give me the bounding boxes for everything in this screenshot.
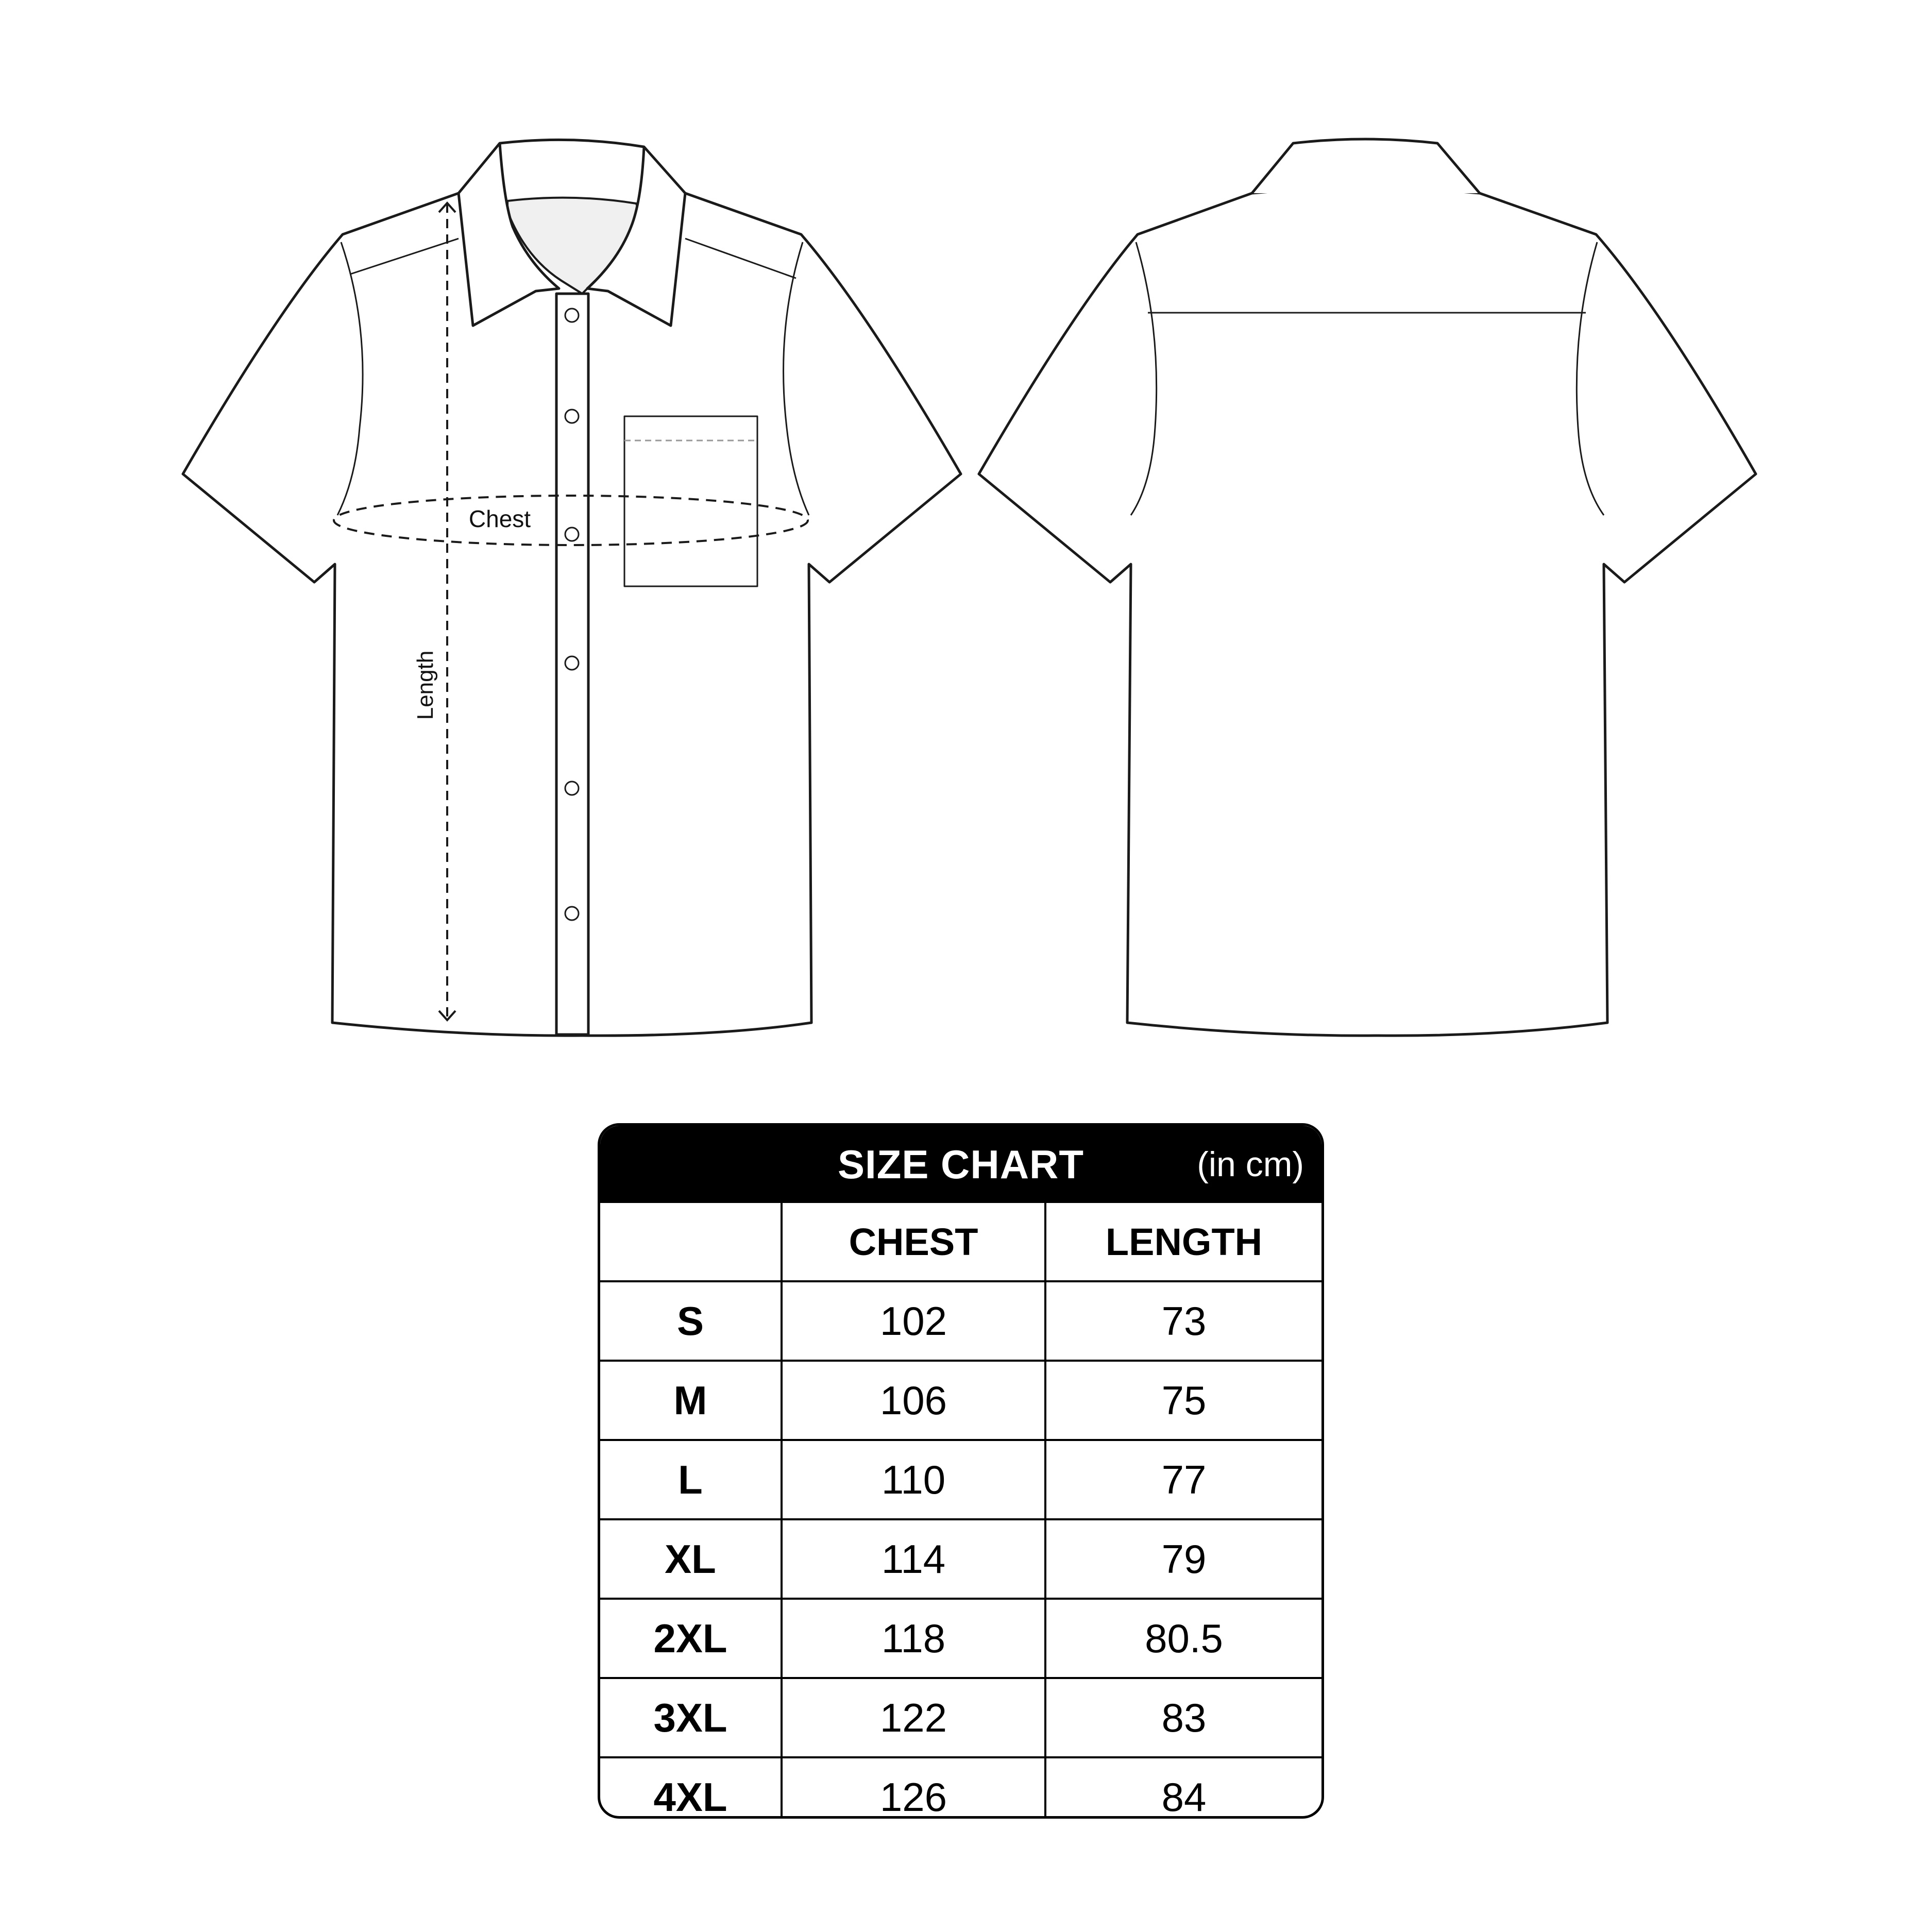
table-row xyxy=(600,1678,1321,1757)
size-cell: XL xyxy=(600,1519,782,1599)
chest-cell: 110 xyxy=(782,1440,1045,1519)
size-chart-header xyxy=(600,1126,1321,1203)
length-cell: 80.5 xyxy=(1045,1599,1321,1678)
size-chart-title: SIZE CHART xyxy=(838,1142,1084,1187)
length-cell: 83 xyxy=(1045,1678,1321,1757)
size-cell: 3XL xyxy=(600,1678,782,1757)
table-row xyxy=(600,1757,1321,1819)
table-row xyxy=(600,1281,1321,1361)
size-chart xyxy=(598,1123,1324,1819)
size-cell: M xyxy=(600,1361,782,1440)
chest-label: Chest xyxy=(468,505,531,532)
length-cell: 79 xyxy=(1045,1519,1321,1599)
size-cell: 4XL xyxy=(600,1757,782,1819)
size-table xyxy=(600,1203,1321,1819)
length-cell: 77 xyxy=(1045,1440,1321,1519)
chest-cell: 122 xyxy=(782,1678,1045,1757)
size-cell: L xyxy=(600,1440,782,1519)
chest-cell: 126 xyxy=(782,1757,1045,1819)
size-cell: 2XL xyxy=(600,1599,782,1678)
length-cell: 75 xyxy=(1045,1361,1321,1440)
chest-cell: 118 xyxy=(782,1599,1045,1678)
shirt-front xyxy=(183,140,961,1036)
length-cell: 73 xyxy=(1045,1281,1321,1361)
size-cell: S xyxy=(600,1281,782,1361)
table-row xyxy=(600,1361,1321,1440)
column-header-length: LENGTH xyxy=(1105,1220,1263,1263)
chest-cell: 102 xyxy=(782,1281,1045,1361)
table-header-row xyxy=(600,1203,1321,1281)
length-cell: 84 xyxy=(1045,1757,1321,1819)
column-header-size xyxy=(600,1203,782,1281)
chest-cell: 106 xyxy=(782,1361,1045,1440)
table-row xyxy=(600,1440,1321,1519)
column-header-chest: CHEST xyxy=(782,1203,1045,1281)
table-row xyxy=(600,1519,1321,1599)
shirt-back xyxy=(979,139,1756,1036)
length-label: Length xyxy=(413,650,438,720)
table-row xyxy=(600,1599,1321,1678)
size-chart-unit: (in cm) xyxy=(1197,1145,1304,1184)
chest-cell: 114 xyxy=(782,1519,1045,1599)
